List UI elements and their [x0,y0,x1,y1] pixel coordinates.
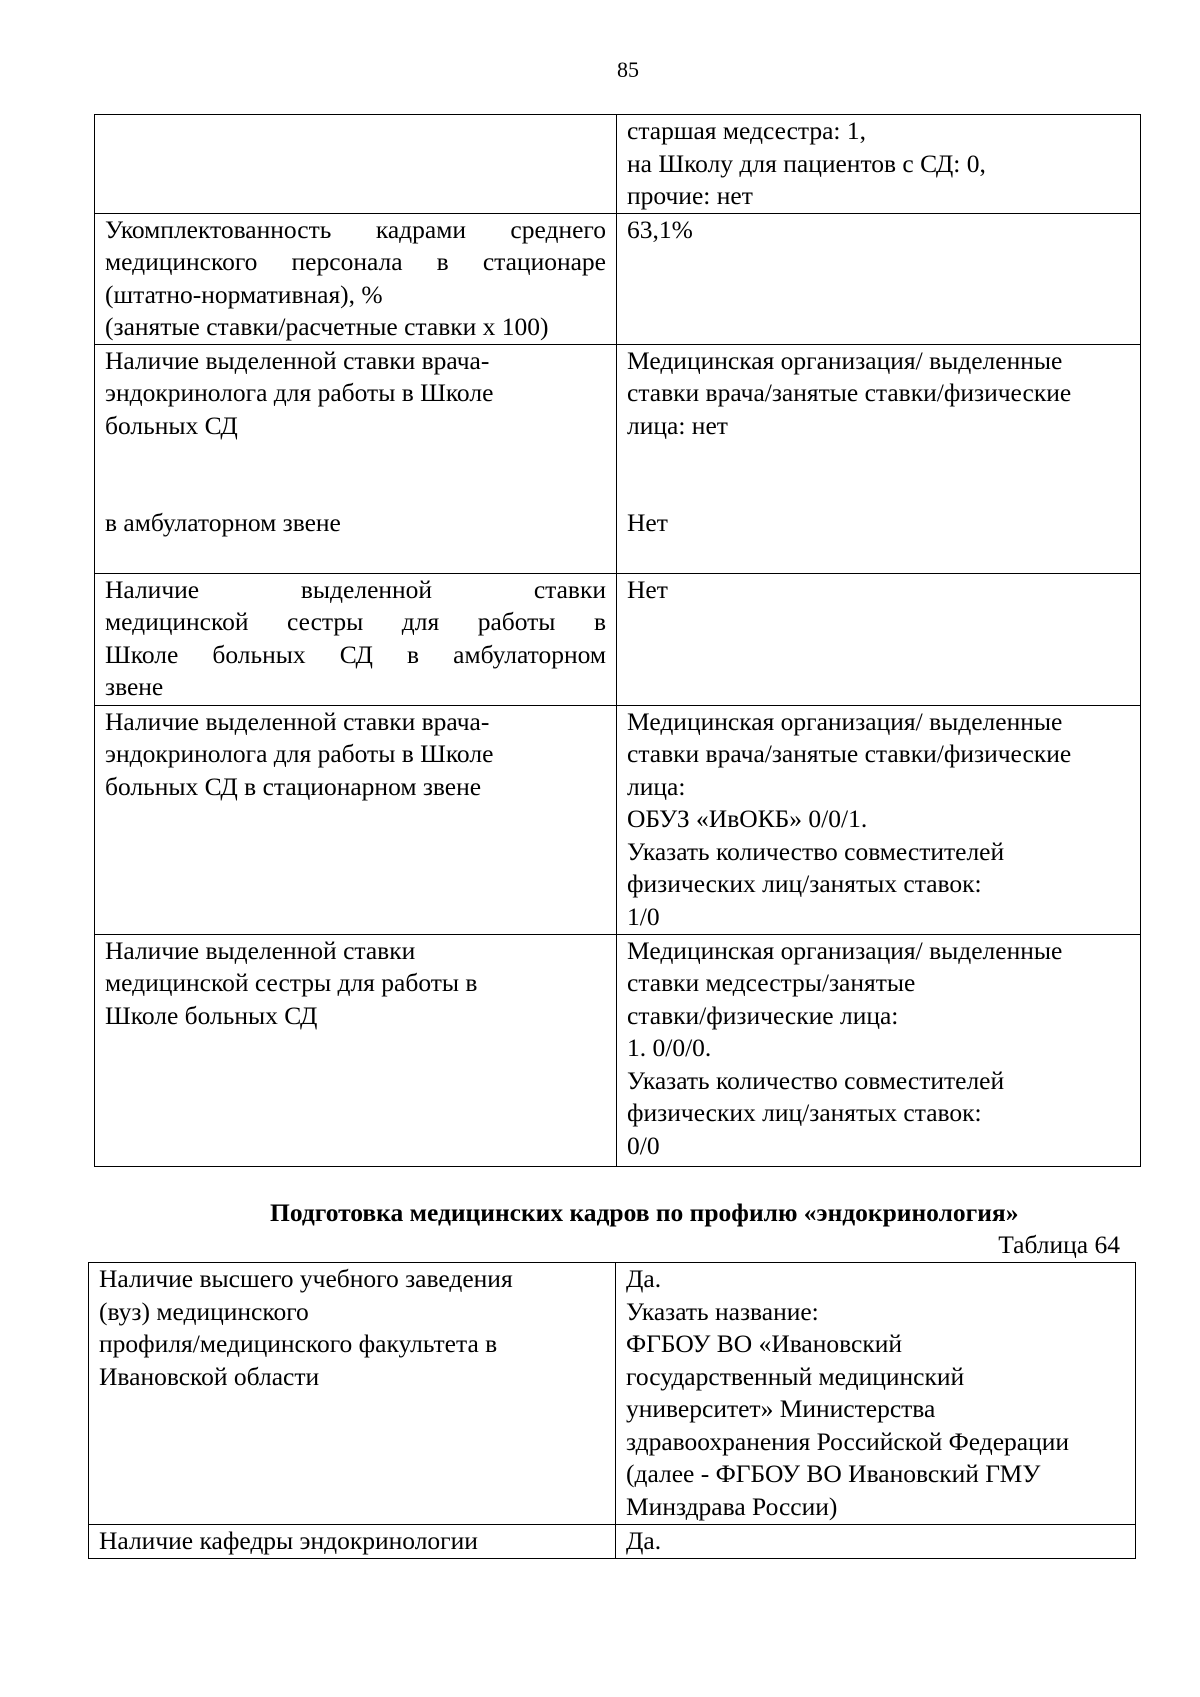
section-title: Подготовка медицинских кадров по профилю «эндокринология» [270,1198,1019,1227]
table-row [95,344,1141,573]
cell-text: физических лиц/занятых ставок: [627,1098,982,1127]
cell-text: Школе больных СД в амбулаторном [105,639,606,669]
cell-text: в амбулаторном звене [105,508,341,537]
cell-text: Наличие выделенной ставки врача- [105,345,490,375]
cell-text: медицинской сестры для работы в [105,607,606,636]
cell-text: 1/0 [627,901,660,931]
cell-text: (штатно-нормативная), % [105,279,383,309]
cell-text: профиля/медицинского факультета в [99,1329,498,1358]
cell-text: Ивановской области [99,1361,320,1391]
cell-text: Указать количество совместителей [627,836,1005,866]
table-row [89,1525,1136,1559]
cell-text: Минздрава России) [626,1491,838,1521]
cell-text: ставки/физические лица: [627,1000,899,1030]
cell-text: 1. 0/0/0. [627,1033,712,1062]
table-cell-right [616,1525,1136,1559]
cell-text: медицинского персонала в стационаре [105,247,606,276]
cell-text: Нет [627,508,668,537]
table-cell-right [617,934,1141,1166]
cell-text: эндокринолога для работы в Школе [105,378,494,407]
cell-text: ставки врача/занятые ставки/физические [627,739,1072,768]
table-row [89,1263,1136,1525]
cell-text: 0/0 [627,1130,660,1160]
table-cell-left [89,1263,616,1525]
cell-text: государственный медицинский [626,1361,965,1391]
cell-text: Указать название: [626,1296,819,1326]
cell-text: ставки врача/занятые ставки/физические [627,378,1072,407]
cell-text: Указать количество совместителей [627,1065,1005,1095]
page-number: 85 [617,57,639,82]
cell-text: Медицинская организация/ выделенные [627,935,1063,965]
cell-text: Наличие выделенной ставки врача- [105,706,490,736]
cell-text: физических лиц/занятых ставок: [627,869,982,898]
cell-text: (вуз) медицинского [99,1296,309,1326]
cell-text: больных СД [105,410,238,440]
cell-text: звене [105,672,164,701]
cell-text: медицинской сестры для работы в [105,968,478,997]
cell-text: эндокринолога для работы в Школе [105,739,494,768]
cell-text: здравоохранения Российской Федерации [626,1426,1070,1456]
cell-text: Наличие высшего учебного заведения [99,1264,513,1293]
table-cell-left [95,573,617,705]
cell-text: Да. [626,1526,662,1555]
table-cell-right [617,573,1141,705]
table-row [95,573,1141,705]
cell-text: Медицинская организация/ выделенные [627,706,1063,736]
table-cell-right [617,213,1141,344]
cell-text: университет» Министерства [626,1394,936,1423]
cell-text: 63,1% [627,214,693,244]
cell-text: лица: нет [627,410,728,440]
table-row [95,115,1141,214]
staffing-table [94,114,1141,1167]
table-row [95,705,1141,934]
cell-text: прочие: нет [627,181,753,210]
cell-text: Укомплектованность кадрами среднего [105,214,606,244]
table-cell-right [616,1263,1136,1525]
cell-text: Наличие выделенной ставки [105,574,606,604]
table-cell-left [95,115,617,214]
cell-text: старшая медсестра: 1, [627,116,867,145]
table-label: Таблица 64 [998,1230,1120,1259]
table-cell-right [617,705,1141,934]
cell-text: больных СД в стационарном звене [105,771,482,801]
table-cell-left [95,213,617,344]
table-cell-right [617,344,1141,573]
cell-text: Наличие выделенной ставки [105,935,416,965]
table-cell-left [89,1525,616,1559]
cell-text: ФГБОУ ВО «Ивановский [626,1329,903,1358]
cell-text: лица: [627,771,686,801]
training-table [88,1262,1136,1559]
cell-text: (занятые ставки/расчетные ставки х 100) [105,312,549,341]
cell-text: Да. [626,1264,662,1293]
table-row [95,213,1141,344]
table-cell-right [617,115,1141,214]
cell-text: Медицинская организация/ выделенные [627,345,1063,375]
cell-text: Нет [627,574,668,604]
table-cell-left [95,934,617,1166]
table-row [95,934,1141,1166]
cell-text: (далее - ФГБОУ ВО Ивановский ГМУ [626,1459,1041,1488]
cell-text: Наличие кафедры эндокринологии [99,1526,478,1555]
cell-text: Школе больных СД [105,1000,318,1030]
cell-text: на Школу для пациентов с СД: 0, [627,148,986,178]
table-cell-left [95,344,617,573]
cell-text: ОБУЗ «ИвОКБ» 0/0/1. [627,804,868,833]
table-cell-left [95,705,617,934]
cell-text: ставки медсестры/занятые [627,968,916,997]
